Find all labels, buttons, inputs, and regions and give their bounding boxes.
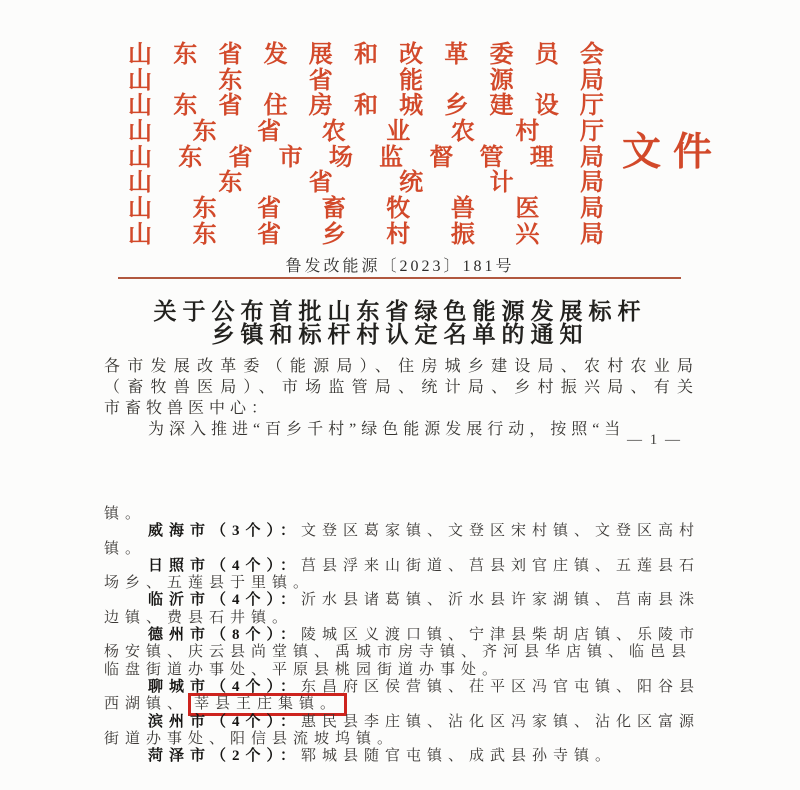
city-list-line	[104, 748, 708, 765]
township-list-text: 临盘街道办事处、平原县桃园街道办事处。	[104, 661, 504, 678]
list-continuation-line	[104, 696, 708, 713]
agency-name-line: 山 东 省 发 展 和 改 革 委 员 会	[128, 42, 604, 68]
agency-name-line: 山 东 省 市 场 监 督 管 理 局	[128, 144, 604, 171]
township-list-text: 莒县浮来山街道、莒县刘官庄镇、五莲县石	[301, 557, 701, 574]
city-name-bold: 威海市（3个）：	[148, 523, 302, 540]
recipients-line-2: （畜牧兽医局）、市场监管局、统计局、乡村振兴局、有关	[104, 379, 698, 396]
doc-type-label: 文件	[622, 131, 725, 174]
city-list-line	[104, 627, 708, 644]
township-list-text: 东昌府区侯营镇、茌平区冯官屯镇、阳谷县	[301, 678, 701, 695]
list-continuation-line	[104, 610, 708, 627]
title-line-1: 关于公布首批山东省绿色能源发展标杆	[153, 299, 647, 324]
township-list-text: 沂水县诸葛镇、沂水县许家湖镇、莒南县洙	[301, 592, 701, 609]
city-name-bold: 临沂市（4个）：	[148, 592, 302, 609]
highlighted-township: 莘县王庄集镇。	[188, 693, 347, 716]
city-list-line	[104, 558, 708, 575]
township-list-text: 街道办事处、阳信县流坡坞镇。	[104, 730, 399, 747]
list-continuation-line	[104, 644, 708, 661]
agency-name-line: 山 东 省 能 源 局	[128, 67, 604, 94]
township-list-text: 郓城县随官屯镇、成武县孙寺镇。	[301, 748, 617, 765]
township-list-text: 边镇、费县石井镇。	[104, 609, 294, 626]
title-line-2: 乡镇和标杆村认定名单的通知	[211, 322, 589, 347]
recipients-line-3: 市畜牧兽医中心：	[104, 400, 273, 417]
page-number: — 1 —	[627, 432, 682, 448]
agency-name-line: 山 东 省 乡 村 振 兴 局	[128, 221, 604, 248]
township-list-text: 文登区葛家镇、文登区宋村镇、文登区高村	[301, 523, 701, 540]
list-continuation-line	[104, 575, 708, 592]
city-name-bold: 菏泽市（2个）：	[148, 748, 302, 765]
city-name-bold: 滨州市（4个）：	[148, 713, 302, 730]
city-name-bold: 德州市（8个）：	[148, 627, 302, 644]
intro-line: 为深入推进“百乡千村”绿色能源发展行动，按照“当	[148, 421, 626, 438]
city-list-line	[104, 592, 708, 609]
township-list-text: 陵城区义渡口镇、宁津县柴胡店镇、乐陵市	[301, 627, 701, 644]
recipients-paragraph	[104, 356, 698, 440]
township-list-text: 杨安镇、庆云县尚堂镇、禹城市房寺镇、齐河县华店镇、临邑县	[104, 644, 693, 661]
list-continuation-line	[104, 731, 708, 748]
agency-name-line: 山 东 省 统 计 局	[128, 170, 604, 197]
red-divider-line	[118, 277, 681, 279]
agency-name-line: 山 东 省 畜 牧 兽 医 局	[128, 196, 604, 223]
doc-number: 鲁发改能源〔2023〕181号	[285, 258, 515, 275]
recipients-line-1: 各市发展改革委（能源局）、住房城乡建设局、农村农业局	[104, 358, 698, 375]
agency-lines	[128, 43, 604, 249]
township-list-text: 场乡、五莲县于里镇。	[104, 575, 315, 592]
township-list-text: 西湖镇、	[104, 696, 189, 713]
city-list-line	[104, 523, 708, 540]
city-name-bold: 聊城市（4个）：	[148, 678, 302, 695]
city-name-bold: 日照市（4个）：	[148, 557, 302, 574]
list-continuation-line	[104, 662, 708, 679]
township-list-text: 镇。	[104, 506, 147, 522]
page2-text	[104, 506, 708, 765]
agency-name-line: 山 东 省 农 业 农 村 厅	[128, 119, 604, 146]
city-list-line	[104, 714, 708, 731]
document-title	[0, 300, 800, 346]
list-continuation-line	[104, 506, 708, 523]
township-list-text: 镇。	[104, 540, 147, 557]
township-list-text: 惠民县李庄镇、沾化区冯家镇、沾化区富源	[301, 713, 701, 730]
agency-name-line: 山 东 省 住 房 和 城 乡 建 设 厅	[128, 93, 604, 120]
list-continuation-line	[104, 541, 708, 558]
